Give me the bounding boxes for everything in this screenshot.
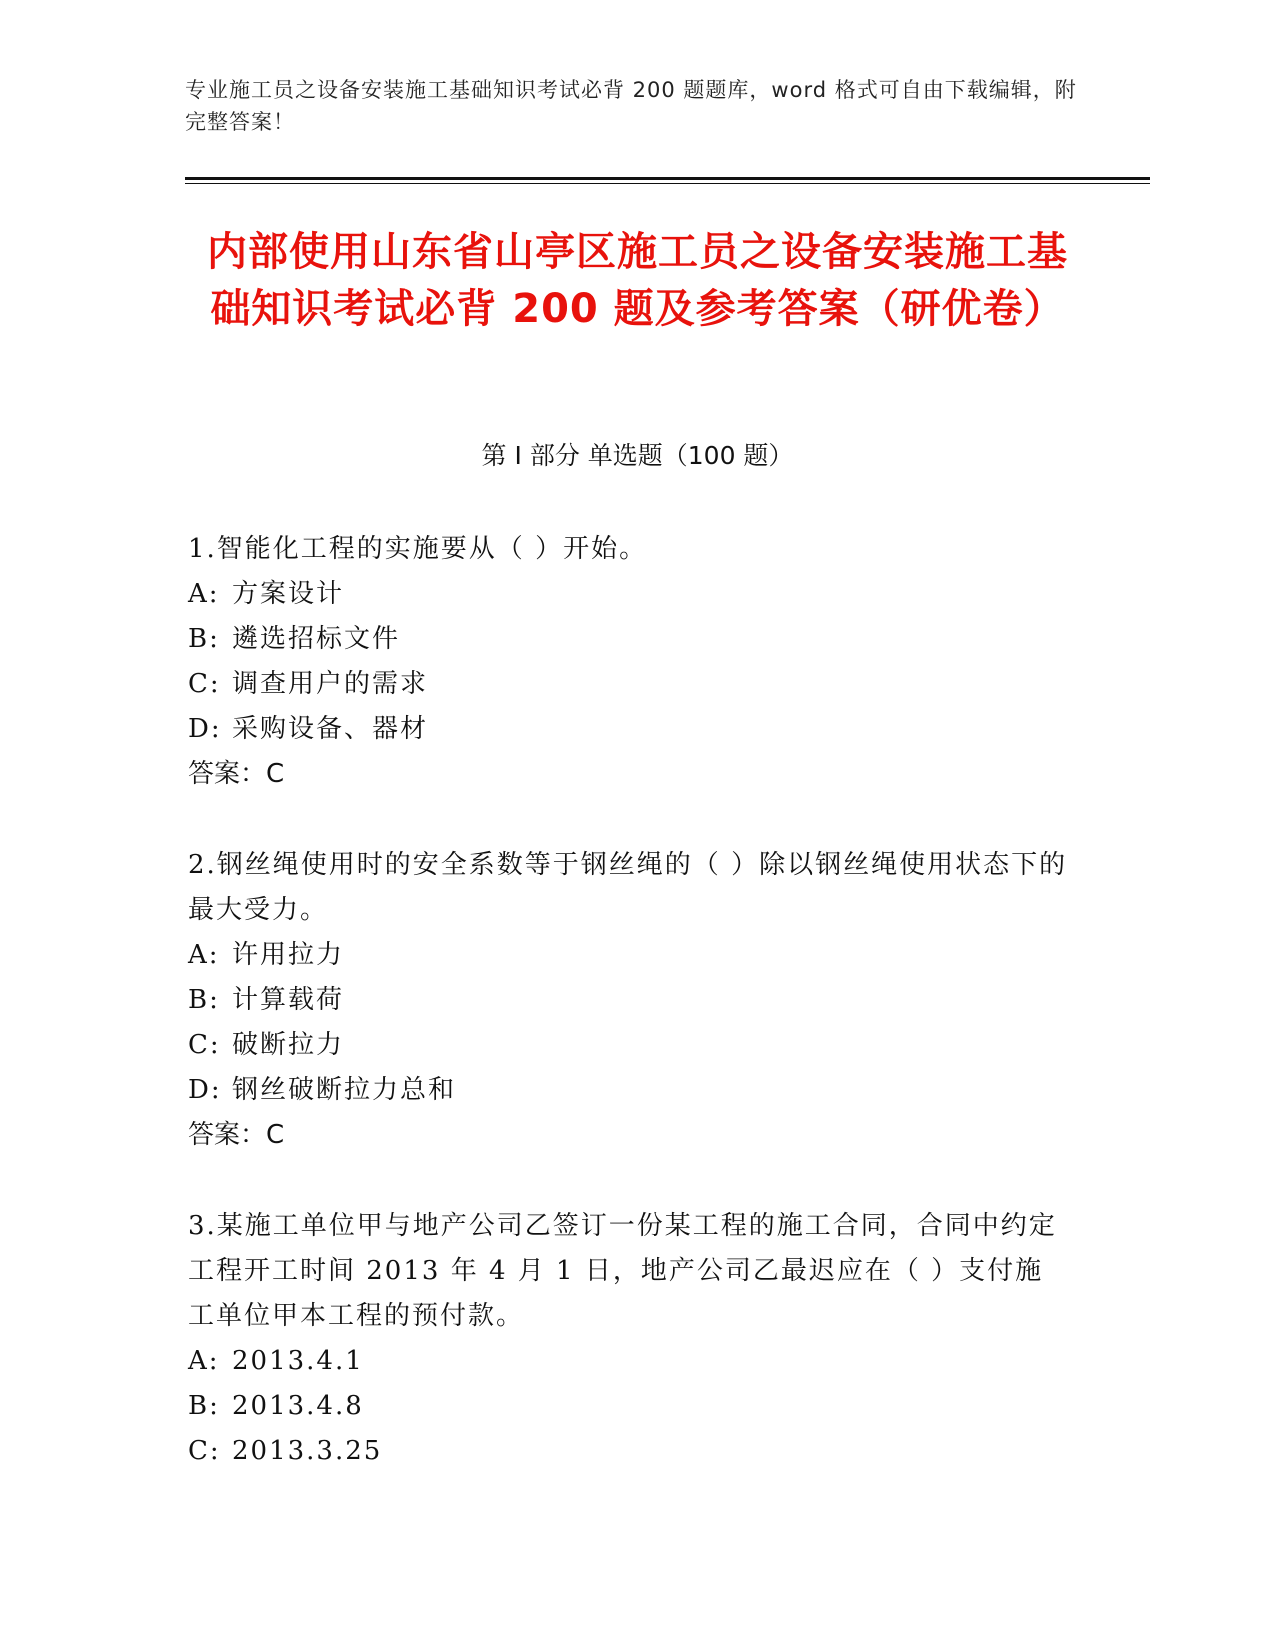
- answer: 答案：C: [188, 1120, 285, 1150]
- option-text: 方案设计: [232, 579, 345, 609]
- option-key: B:: [188, 624, 220, 654]
- option-text: 遴选招标文件: [232, 624, 401, 654]
- question-list: [188, 527, 1068, 1520]
- question-3: [188, 1204, 1068, 1474]
- question-1: [188, 527, 1068, 797]
- question-2: [188, 843, 1068, 1158]
- question-stem: 1.智能化工程的实施要从（ ）开始。: [188, 534, 648, 564]
- option-key: C:: [188, 669, 221, 699]
- option-text: 钢丝破断拉力总和: [232, 1075, 457, 1105]
- question-stem: 2.钢丝绳使用时的安全系数等于钢丝绳的（ ）除以钢丝绳使用状态下的最大受力。: [188, 850, 1068, 925]
- option-c: [188, 1023, 1068, 1068]
- option-key: D:: [188, 714, 222, 744]
- option-key: B:: [188, 1391, 220, 1421]
- option-key: A:: [188, 1346, 220, 1376]
- option-text: 2013.4.1: [232, 1346, 364, 1376]
- option-text: 2013.4.8: [232, 1391, 364, 1421]
- option-c: [188, 662, 1068, 707]
- option-a: [188, 572, 1068, 617]
- option-text: 2013.3.25: [232, 1436, 383, 1466]
- option-text: 许用拉力: [232, 940, 345, 970]
- question-stem: 3.某施工单位甲与地产公司乙签订一份某工程的施工合同，合同中约定工程开工时间 2013 年 4 月 1 日，地产公司乙最迟应在（ ）支付施工单位甲本工程的预付款。: [188, 1211, 1057, 1331]
- option-text: 计算载荷: [232, 985, 345, 1015]
- option-text: 调查用户的需求: [232, 669, 429, 699]
- option-text: 破断拉力: [232, 1030, 345, 1060]
- option-key: B:: [188, 985, 220, 1015]
- header-rule-thin: [185, 183, 1150, 184]
- option-key: C:: [188, 1030, 221, 1060]
- answer: 答案：C: [188, 759, 285, 789]
- option-b: [188, 617, 1068, 662]
- option-c: [188, 1429, 1068, 1474]
- option-b: [188, 1384, 1068, 1429]
- option-key: C:: [188, 1436, 221, 1466]
- option-text: 采购设备、器材: [232, 714, 429, 744]
- section-heading: 第 I 部分 单选题（100 题）: [481, 441, 794, 470]
- option-a: [188, 1339, 1068, 1384]
- option-b: [188, 978, 1068, 1023]
- option-d: [188, 1068, 1068, 1113]
- option-key: D:: [188, 1075, 222, 1105]
- document-title: 内部使用山东省山亭区施工员之设备安装施工基础知识考试必背 200 题及参考答案（研优卷）: [207, 229, 1068, 332]
- option-key: A:: [188, 940, 220, 970]
- option-key: A:: [188, 579, 220, 609]
- option-d: [188, 707, 1068, 752]
- option-a: [188, 933, 1068, 978]
- header-note: 专业施工员之设备安装施工基础知识考试必背 200 题题库，word 格式可自由下载编辑，附完整答案！: [185, 78, 1077, 134]
- header-rule-thick: [185, 177, 1150, 180]
